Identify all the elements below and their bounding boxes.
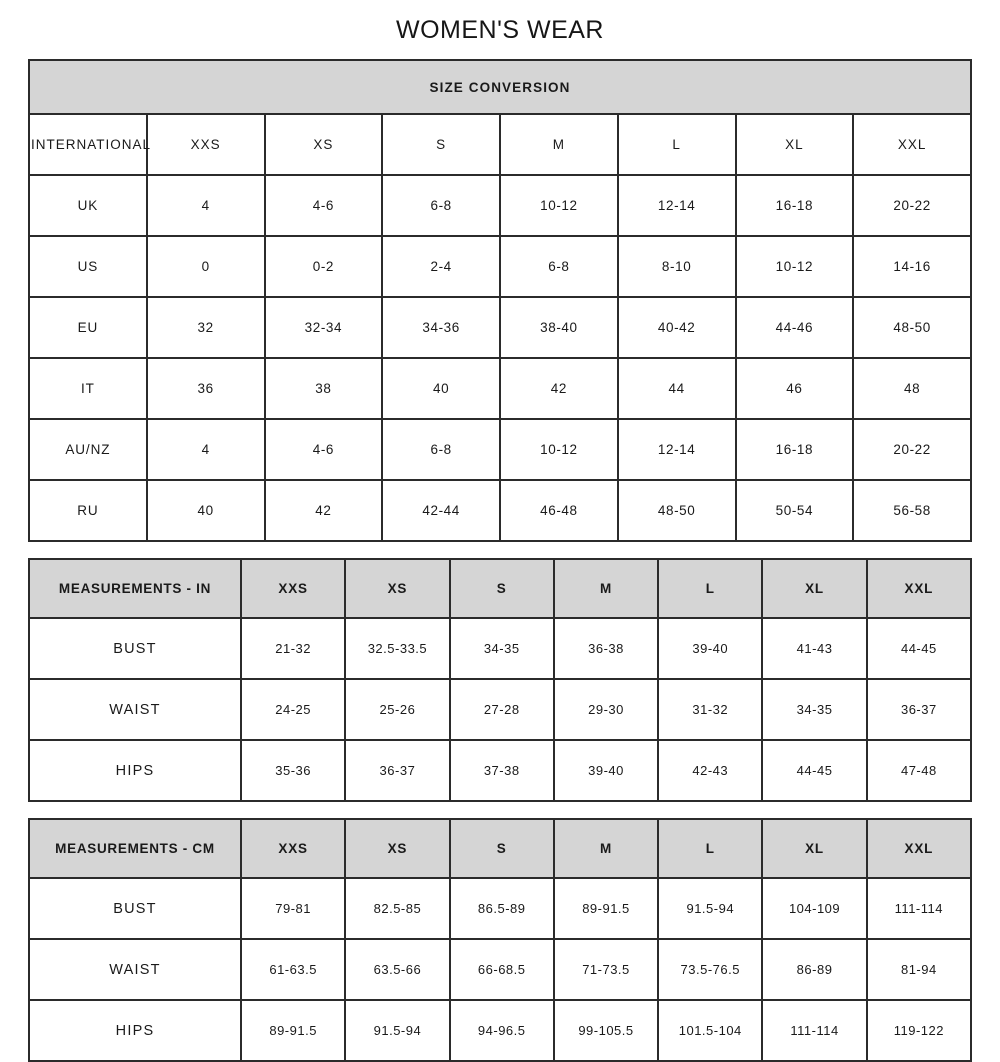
cell: 10-12 [500, 175, 618, 236]
cell: 44-45 [867, 618, 971, 679]
column-header-xs: XS [345, 559, 449, 618]
row-label: HIPS [29, 740, 241, 801]
column-header-s: S [450, 819, 554, 878]
cell: 20-22 [853, 175, 971, 236]
cell: 89-91.5 [241, 1000, 345, 1061]
cell: 32-34 [265, 297, 383, 358]
cell: 61-63.5 [241, 939, 345, 1000]
column-header-xxl: XXL [853, 114, 971, 175]
cell: 6-8 [382, 419, 500, 480]
table-header-row [29, 114, 971, 175]
measurements-inches-table [28, 558, 972, 802]
cell: 63.5-66 [345, 939, 449, 1000]
cell: 24-25 [241, 679, 345, 740]
cell: 99-105.5 [554, 1000, 658, 1061]
row-label: UK [29, 175, 147, 236]
cell: 40 [382, 358, 500, 419]
row-label: EU [29, 297, 147, 358]
table-row [29, 939, 971, 1000]
cell: 25-26 [345, 679, 449, 740]
cell: 16-18 [736, 175, 854, 236]
row-label: BUST [29, 878, 241, 939]
column-header-measurements-in: MEASUREMENTS - IN [29, 559, 241, 618]
cell: 6-8 [382, 175, 500, 236]
row-label: HIPS [29, 1000, 241, 1061]
cell: 91.5-94 [658, 878, 762, 939]
column-header-xl: XL [762, 819, 866, 878]
row-label: AU/NZ [29, 419, 147, 480]
cell: 86-89 [762, 939, 866, 1000]
cell: 6-8 [500, 236, 618, 297]
table-row [29, 297, 971, 358]
cell: 4 [147, 175, 265, 236]
cell: 48 [853, 358, 971, 419]
cell: 47-48 [867, 740, 971, 801]
cell: 44 [618, 358, 736, 419]
cell: 36 [147, 358, 265, 419]
column-header-xl: XL [762, 559, 866, 618]
cell: 41-43 [762, 618, 866, 679]
cell: 34-35 [450, 618, 554, 679]
table-row [29, 878, 971, 939]
cell: 10-12 [500, 419, 618, 480]
table-row [29, 618, 971, 679]
page-title: WOMEN'S WEAR [396, 16, 604, 44]
row-label: WAIST [29, 679, 241, 740]
column-header-l: L [658, 819, 762, 878]
table-header-row [29, 559, 971, 618]
cell: 8-10 [618, 236, 736, 297]
column-header-xxs: XXS [147, 114, 265, 175]
table-header-row [29, 819, 971, 878]
column-header-s: S [450, 559, 554, 618]
cell: 89-91.5 [554, 878, 658, 939]
cell: 14-16 [853, 236, 971, 297]
table-row [29, 358, 971, 419]
cell: 12-14 [618, 175, 736, 236]
row-label: RU [29, 480, 147, 541]
column-header-xs: XS [265, 114, 383, 175]
table-row [29, 419, 971, 480]
column-header-l: L [618, 114, 736, 175]
cell: 44-45 [762, 740, 866, 801]
cell: 10-12 [736, 236, 854, 297]
cell: 56-58 [853, 480, 971, 541]
table-row [29, 175, 971, 236]
cell: 71-73.5 [554, 939, 658, 1000]
column-header-measurements-cm: MEASUREMENTS - CM [29, 819, 241, 878]
table-row [29, 740, 971, 801]
cell: 66-68.5 [450, 939, 554, 1000]
table-row [29, 236, 971, 297]
row-label: IT [29, 358, 147, 419]
cell: 86.5-89 [450, 878, 554, 939]
cell: 16-18 [736, 419, 854, 480]
cell: 111-114 [867, 878, 971, 939]
column-header-m: M [500, 114, 618, 175]
cell: 39-40 [554, 740, 658, 801]
row-label: US [29, 236, 147, 297]
cell: 46-48 [500, 480, 618, 541]
cell: 34-35 [762, 679, 866, 740]
cell: 42 [265, 480, 383, 541]
cell: 36-37 [345, 740, 449, 801]
cell: 40-42 [618, 297, 736, 358]
cell: 38 [265, 358, 383, 419]
cell: 119-122 [867, 1000, 971, 1061]
cell: 73.5-76.5 [658, 939, 762, 1000]
cell: 4 [147, 419, 265, 480]
cell: 82.5-85 [345, 878, 449, 939]
size-conversion-table [28, 59, 972, 542]
cell: 111-114 [762, 1000, 866, 1061]
row-label: BUST [29, 618, 241, 679]
table-row [29, 679, 971, 740]
table-row [29, 480, 971, 541]
cell: 32.5-33.5 [345, 618, 449, 679]
cell: 40 [147, 480, 265, 541]
cell: 94-96.5 [450, 1000, 554, 1061]
cell: 0 [147, 236, 265, 297]
cell: 42 [500, 358, 618, 419]
cell: 35-36 [241, 740, 345, 801]
cell: 91.5-94 [345, 1000, 449, 1061]
cell: 42-43 [658, 740, 762, 801]
cell: 21-32 [241, 618, 345, 679]
cell: 4-6 [265, 419, 383, 480]
column-header-xxs: XXS [241, 559, 345, 618]
cell: 50-54 [736, 480, 854, 541]
cell: 38-40 [500, 297, 618, 358]
column-header-m: M [554, 819, 658, 878]
table-banner-row [29, 60, 971, 114]
column-header-xxl: XXL [867, 819, 971, 878]
column-header-xl: XL [736, 114, 854, 175]
size-conversion-banner: SIZE CONVERSION [29, 60, 971, 114]
column-header-xs: XS [345, 819, 449, 878]
cell: 42-44 [382, 480, 500, 541]
cell: 104-109 [762, 878, 866, 939]
column-header-xxs: XXS [241, 819, 345, 878]
column-header-xxl: XXL [867, 559, 971, 618]
cell: 37-38 [450, 740, 554, 801]
column-header-m: M [554, 559, 658, 618]
cell: 31-32 [658, 679, 762, 740]
column-header-l: L [658, 559, 762, 618]
cell: 36-37 [867, 679, 971, 740]
cell: 46 [736, 358, 854, 419]
cell: 20-22 [853, 419, 971, 480]
cell: 48-50 [618, 480, 736, 541]
cell: 101.5-104 [658, 1000, 762, 1061]
cell: 79-81 [241, 878, 345, 939]
column-header-s: S [382, 114, 500, 175]
cell: 29-30 [554, 679, 658, 740]
cell: 48-50 [853, 297, 971, 358]
row-label: WAIST [29, 939, 241, 1000]
cell: 27-28 [450, 679, 554, 740]
cell: 39-40 [658, 618, 762, 679]
cell: 81-94 [867, 939, 971, 1000]
cell: 2-4 [382, 236, 500, 297]
cell: 0-2 [265, 236, 383, 297]
cell: 32 [147, 297, 265, 358]
cell: 12-14 [618, 419, 736, 480]
cell: 44-46 [736, 297, 854, 358]
cell: 34-36 [382, 297, 500, 358]
cell: 36-38 [554, 618, 658, 679]
column-header-international: INTERNATIONAL [29, 114, 147, 175]
table-row [29, 1000, 971, 1061]
cell: 4-6 [265, 175, 383, 236]
measurements-cm-table [28, 818, 972, 1062]
